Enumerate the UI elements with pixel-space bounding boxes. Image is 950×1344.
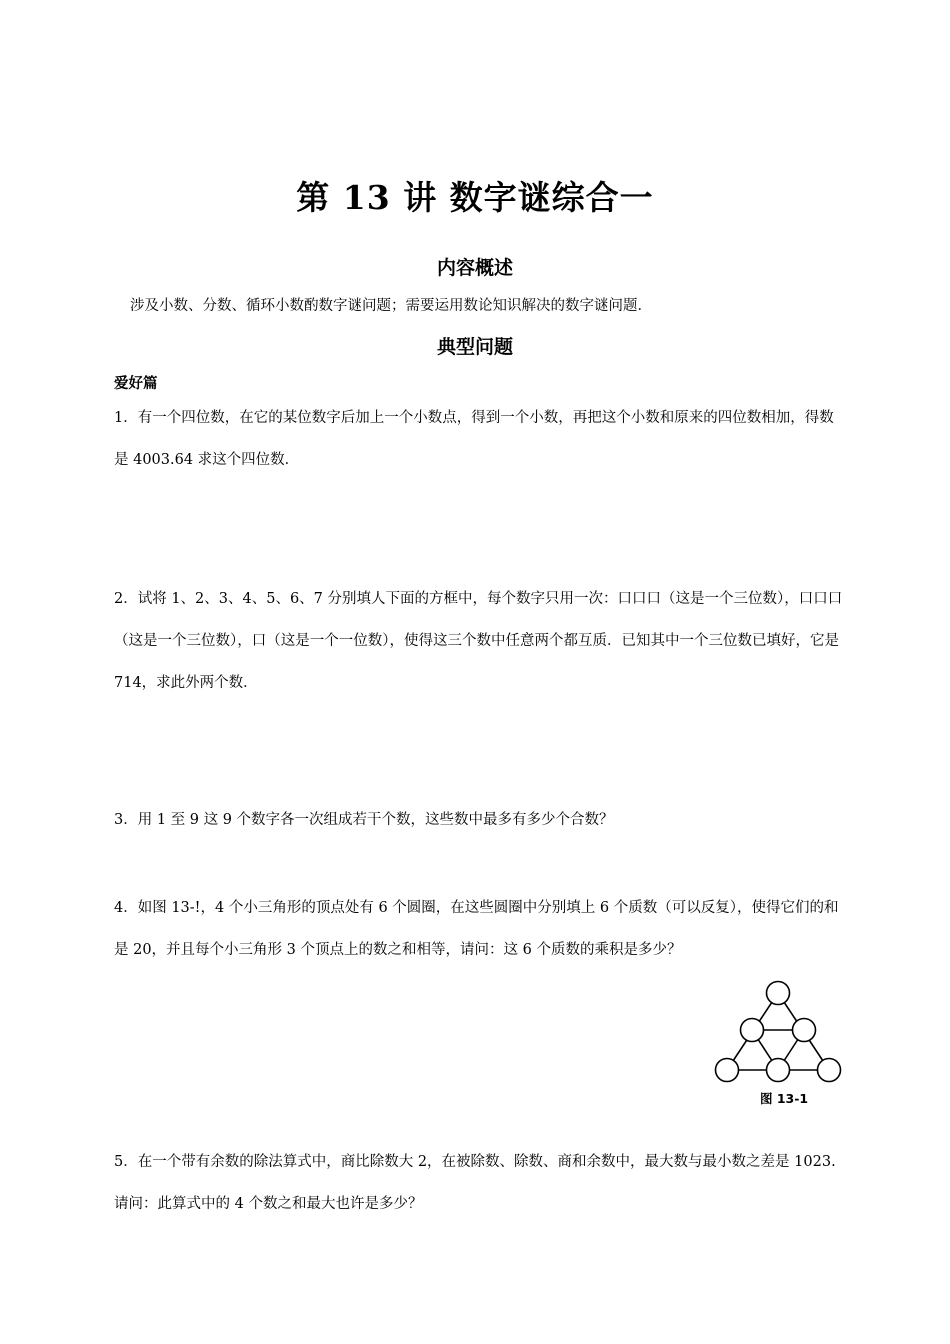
overview-text: 涉及小数、分数、循环小数酌数字谜问题；需要运用数论知识解决的数字谜问题． bbox=[130, 298, 652, 314]
question-2: 2．试将 1、2、3、4、5、6、7 分别填人下面的方框中，每个数字只用一次：口口口（这是一个三位数），口口口（这是一个三位数），口（这是一个一位数），使得这三个数中任意两个都互质．已知其中一个三位数已填好，它是 714，求此外两个数． bbox=[114, 591, 843, 691]
circle-bottom-left bbox=[716, 1059, 739, 1082]
question-1: 1．有一个四位数，在它的某位数字后加上一个小数点，得到一个小数，再把这个小数和原来的四位数相加，得数是 4003.64 求这个四位数． bbox=[114, 410, 834, 468]
page-title: 第 13 讲 数字谜综合一 bbox=[296, 178, 654, 217]
problems-heading: 典型问题 bbox=[436, 336, 513, 358]
overview-heading: 内容概述 bbox=[436, 257, 513, 279]
question-4: 4．如图 13-!，4 个小三角形的顶点处有 6 个圆圈，在这些圆圈中分别填上 6 个质数（可以反复），使得它们的和是 20，并且每个小三角形 3 个顶点上的数之和相等，请问：这 6 个质数的乘积是多少？ bbox=[114, 900, 839, 958]
section-label: 爱好篇 bbox=[114, 375, 158, 392]
figure-caption: 图 13-1 bbox=[760, 1091, 809, 1106]
circle-top bbox=[767, 982, 790, 1005]
question-3: 3．用 1 至 9 这 9 个数字各一次组成若干个数，这些数中最多有多少个合数？ bbox=[114, 812, 614, 828]
circle-mid-right bbox=[793, 1019, 816, 1042]
circle-bottom-right bbox=[818, 1059, 841, 1082]
question-5: 5．在一个带有余数的除法算式中，商比除数大 2，在被除数、除数、商和余数中，最大数与最小数之差是 1023.请问：此算式中的 4 个数之和最大也许是多少？ bbox=[114, 1154, 836, 1212]
circle-mid-left bbox=[741, 1019, 764, 1042]
circle-bottom-mid bbox=[767, 1059, 790, 1082]
